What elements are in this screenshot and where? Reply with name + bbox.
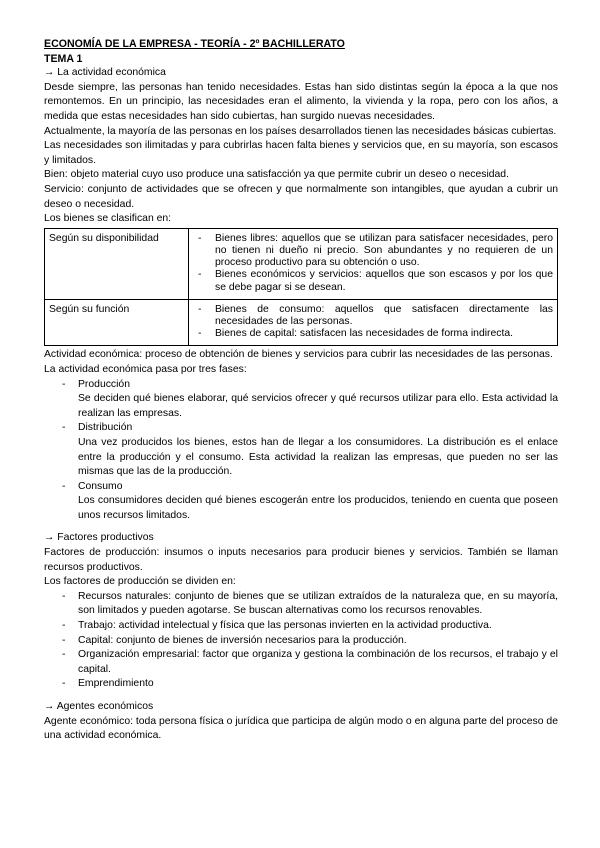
- phase-description: Una vez producidos los bienes, estos han de llegar a los consumidores. La distribución es el enlace entre la producción y el consumo. Esta actividad la realizan las empresas, que pueden no ser las mismas que las de la producción.: [78, 436, 558, 478]
- phase-name: - Producción: [78, 378, 130, 390]
- section-heading-actividad: → La actividad económica: [44, 67, 166, 79]
- paragraph: La actividad económica pasa por tres fases:: [44, 363, 247, 375]
- phases-list: [44, 378, 558, 524]
- list-item: - Bienes de consumo: aquellos que satisfacen directamente las necesidades de las personas.: [193, 304, 553, 328]
- paragraph: Desde siempre, las personas han tenido necesidades. Estas han sido distintas según la época a la que nos remontemos. En un principio, las necesidades eran el alimento, la vivienda y la ropa, pero con los años, a medida que estas necesidades han sido cubiertas, han surgido nuevas necesidades.: [44, 81, 558, 122]
- paragraph: Actualmente, la mayoría de las personas en los países desarrollados tienen las necesidades básicas cubiertas.: [44, 125, 557, 137]
- phase-name: - Consumo: [78, 480, 123, 492]
- list-item: [44, 480, 558, 524]
- phase-description: Se deciden qué bienes elaborar, qué servicios ofrecer y qué recursos utilizar para ello. Esta actividad la realizan las empresas.: [78, 393, 558, 419]
- paragraph: Los bienes se clasifican en:: [44, 213, 172, 225]
- paragraph-servicio-definition: Servicio: conjunto de actividades que se ofrecen y que normalmente son intangibles, que ayudan a cubrir un deseo o necesidad.: [44, 183, 558, 210]
- paragraph-bien-definition: Bien: objeto material cuyo uso produce una satisfacción ya que permite cubrir un deseo o necesidad.: [44, 169, 509, 181]
- table-cell-label: Según su disponibilidad: [45, 228, 189, 299]
- list-item: - Trabajo: actividad intelectual y física que las personas invierten en la actividad productiva.: [44, 619, 558, 634]
- list-item: [44, 421, 558, 479]
- list-item: [44, 378, 558, 422]
- section-heading-factores: → Factores productivos: [44, 532, 154, 544]
- table-cell-label: Según su función: [45, 299, 189, 346]
- factors-list: [44, 590, 558, 692]
- table-row: [45, 299, 558, 346]
- table-cell-content: [189, 299, 558, 346]
- phase-name: - Distribución: [78, 422, 133, 434]
- paragraph-actividad-definition: Actividad económica: proceso de obtención de bienes y servicios para cubrir las necesidades de las personas.: [44, 349, 553, 361]
- list-item: - Emprendimiento: [44, 677, 558, 692]
- phase-description: Los consumidores deciden qué bienes escogerán entre los producidos, teniendo en cuenta que poseen unos recursos limitados.: [78, 495, 558, 521]
- list-item: - Bienes libres: aquellos que se utilizan para satisfacer necesidades, pero no tienen ni dueño ni precio. Son abundantes y no requieren de un proceso productivo para su obtención o uso.: [193, 233, 553, 270]
- table-cell-content: [189, 228, 558, 299]
- document-page: [44, 37, 558, 744]
- list-item: - Recursos naturales: conjunto de bienes que se utilizan extraídos de la naturaleza que, en su mayoría, son limitados y pueden agotarse. Se buscan alternativas como los recursos renovables.: [44, 590, 558, 619]
- table-row: [45, 228, 558, 299]
- list-item: - Bienes de capital: satisfacen las necesidades de forma indirecta.: [193, 328, 553, 340]
- list-item: - Bienes económicos y servicios: aquellos que son escasos y por los que se debe pagar si se desean.: [193, 269, 553, 293]
- list-item: - Capital: conjunto de bienes de inversión necesarios para la producción.: [44, 634, 558, 649]
- list-item: - Organización empresarial: factor que organiza y gestiona la combinación de los recursos, el trabajo y el capital.: [44, 648, 558, 677]
- section-heading-agentes: → Agentes económicos: [44, 701, 154, 712]
- paragraph: Las necesidades son ilimitadas y para cubrirlas hacen falta bienes y servicios que, en su mayoría, son escasos y limitados.: [44, 140, 558, 166]
- document-title: ECONOMÍA DE LA EMPRESA - TEORÍA - 2º BACHILLERATO: [44, 38, 345, 50]
- paragraph: Factores de producción: insumos o inputs necesarios para producir bienes y servicios. También se llaman recursos productivos.: [44, 547, 558, 573]
- goods-classification-table: [44, 228, 558, 347]
- paragraph-agente-definition: Agente económico: toda persona física o jurídica que participa de algún modo o en alguna parte del proceso de una actividad económica.: [44, 715, 558, 742]
- topic-title: TEMA 1: [44, 52, 83, 65]
- paragraph: Los factores de producción se dividen en:: [44, 576, 236, 588]
